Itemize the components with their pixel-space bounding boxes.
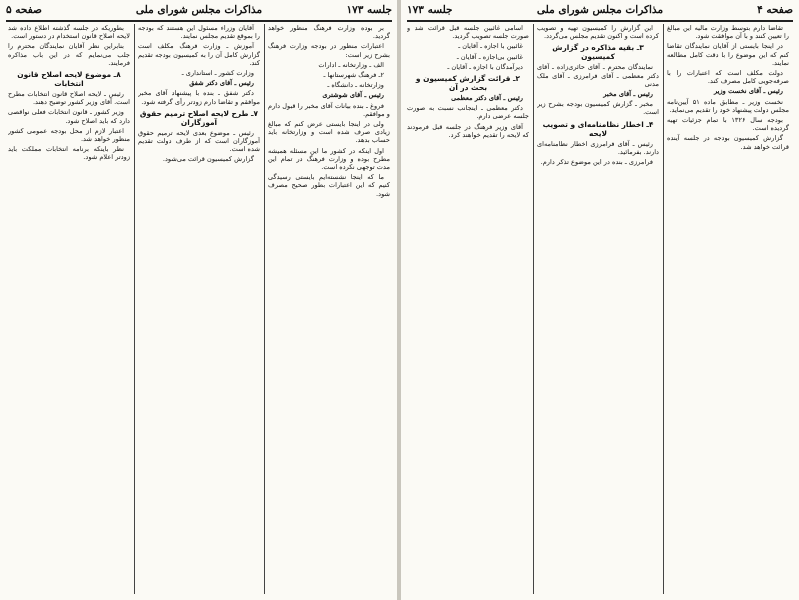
left-page-header bbox=[6, 4, 392, 20]
left-column-1 bbox=[268, 24, 390, 596]
right-page-header bbox=[407, 4, 793, 20]
left-header-session: جلسه ۱۷۳ bbox=[346, 4, 392, 16]
paragraph: فرامرزی ـ بنده در این موضوع تذکر دارم. bbox=[540, 158, 653, 167]
left-header-rule bbox=[6, 20, 392, 22]
paragraph: ۲ـ فرهنگ شهرستانها ـ bbox=[323, 71, 384, 80]
paragraph: گزارش کمیسیون قرائت می‌شود. bbox=[162, 155, 254, 164]
right-column-3 bbox=[407, 24, 529, 596]
paragraph: دکتر شفق ـ بنده با پیشنهاد آقای مخبر موافقم و تقاضا دارم زودتر رأی گرفته شود. bbox=[138, 89, 260, 106]
paragraph: دولت مکلف است که اعتبارات را با صرفه‌جویی کامل مصرف کند. bbox=[667, 69, 789, 86]
section-heading: ۳ـ بقیه مذاکره در گزارش کمیسیون bbox=[552, 43, 644, 62]
right-column-2 bbox=[537, 24, 659, 596]
paragraph: غائبین بی‌اجازه ـ آقایان ـ bbox=[456, 52, 523, 61]
left-header-title: مذاکرات مجلس شورای ملی bbox=[135, 4, 263, 16]
right-header-page-number: صفحه ۴ bbox=[757, 4, 793, 16]
speaker-line: رئیس ـ آقای نخست وزیر bbox=[714, 87, 783, 96]
paragraph: رئیس ـ لایحه اصلاح قانون انتخابات مطرح است. آقای وزیر کشور توضیح دهند. bbox=[8, 90, 130, 107]
column-divider bbox=[663, 24, 664, 594]
section-heading: ۴ـ اخطار نظامنامه‌ای و تصویب لایحه bbox=[542, 119, 654, 138]
speaker-line: رئیس ـ آقای شوشتری bbox=[322, 91, 384, 100]
paragraph: رئیس ـ موضوع بعدی لایحه ترمیم حقوق آموزگاران است که از طرف دولت تقدیم شده است. bbox=[138, 128, 260, 154]
section-heading: ۸ـ موضوع لایحه اصلاح قانون انتخابات bbox=[17, 70, 121, 89]
speaker-line: رئیس ـ آقای دکتر شفق bbox=[189, 79, 254, 88]
left-column-3 bbox=[8, 24, 130, 596]
paragraph: در اینجا بایستی از آقایان نمایندگان تقاضا کنم که این موضوع را با دقت کامل مطالعه نمایند. bbox=[667, 42, 789, 67]
paragraph: الف ـ وزارتخانه ـ ادارات bbox=[318, 60, 384, 69]
paragraph: وزارت کشور ـ استانداری ـ bbox=[181, 69, 254, 78]
paragraph: تقاضا دارم بتوسط وزارت مالیه این مبالغ را تعیین کنند و با آن موافقت شود. bbox=[667, 24, 789, 41]
column-divider bbox=[134, 24, 135, 594]
speaker-line: رئیس ـ آقای مخبر bbox=[603, 90, 653, 99]
column-divider bbox=[264, 24, 265, 594]
paragraph: اسامی غائبین جلسه قبل قرائت شد و صورت جلسه تصویب گردید. bbox=[407, 24, 529, 41]
paragraph: بودجه سال ۱۳۲۶ با تمام جزئیات تهیه گردیده است. bbox=[667, 116, 789, 133]
paragraph: نخست وزیر ـ مطابق ماده ۵۱ آیین‌نامه مجلس دولت پیشنهاد خود را تقدیم می‌نماید. bbox=[667, 97, 789, 114]
paragraph: وزارتخانه ـ دانشگاه ـ bbox=[327, 81, 384, 90]
paragraph: آموزش ـ وزارت فرهنگ مکلف است گزارش کامل آن را به کمیسیون بودجه تقدیم کند. bbox=[138, 42, 260, 67]
paragraph: ولی در اینجا بایستی عرض کنم که مبالغ زیادی صرف شده است و وزارتخانه باید حساب بدهد. bbox=[268, 120, 390, 145]
right-column-1 bbox=[667, 24, 789, 596]
paragraph: نمایندگان محترم ـ آقای حائری‌زاده ـ آقای دکتر معظمی ـ آقای فرامرزی ـ آقای ملک مدنی bbox=[537, 63, 659, 88]
paragraph: اول اینکه در کشور ما این مسئله همیشه مطرح بوده و وزارت فرهنگ در تمام این مدت توجهی نکرده است. bbox=[268, 146, 390, 172]
paragraph: بنابراین نظر آقایان نمایندگان محترم را جلب می‌نمایم که در این باب مذاکره فرمایند. bbox=[8, 42, 130, 67]
right-header-rule bbox=[407, 20, 793, 22]
paragraph: غائبین با اجازه ـ آقایان ـ bbox=[458, 42, 523, 51]
left-page bbox=[0, 0, 398, 600]
section-heading: ۷ـ طرح لایحه اصلاح ترمیم حقوق آموزگاران bbox=[139, 108, 259, 127]
paragraph: دکتر معظمی ـ اینجانب نسبت به صورت جلسه عرضی دارم. bbox=[407, 104, 529, 121]
paragraph: فروغ ـ بنده بیانات آقای مخبر را قبول دارم و موافقم. bbox=[268, 101, 390, 118]
paragraph: وزیر کشور ـ قانون انتخابات فعلی نواقصی دارد که باید اصلاح شود. bbox=[8, 108, 130, 125]
paragraph: آقایان وزراء مسئول این هستند که بودجه را بموقع تقدیم مجلس نمایند. bbox=[138, 24, 260, 41]
paragraph: آقای وزیر فرهنگ در جلسه قبل فرمودند که لایحه را تقدیم خواهند کرد. bbox=[407, 122, 529, 139]
section-heading: ۲ـ قرائت گزارش کمیسیون و بحث در آن bbox=[415, 74, 521, 93]
paragraph: دیرآمدگان با اجازه ـ آقایان ـ bbox=[447, 62, 523, 71]
paragraph: این گزارش را کمیسیون تهیه و تصویب کرده است و اکنون تقدیم مجلس می‌گردد. bbox=[537, 24, 659, 41]
column-divider bbox=[533, 24, 534, 594]
paragraph: بطوریکه در جلسه گذشته اطلاع داده شد لایحه اصلاح قانون استخدام در دستور است. bbox=[8, 24, 130, 41]
speaker-line: رئیس ـ آقای دکتر معظمی bbox=[451, 94, 523, 103]
paragraph: گزارش کمیسیون بودجه در جلسه آینده قرائت خواهد شد. bbox=[667, 134, 789, 151]
paragraph: بر بوده وزارت فرهنگ منظور خواهد گردید. bbox=[268, 24, 390, 41]
paragraph: رئیس ـ آقای فرامرزی اخطار نظامنامه‌ای دارند. بفرمائید. bbox=[537, 139, 659, 156]
left-column-2 bbox=[138, 24, 260, 596]
paragraph: ما که اینجا نشسته‌ایم بایستی رسیدگی کنیم که این اعتبارات بطور صحیح مصرف شود. bbox=[268, 173, 390, 198]
paragraph: اعتبارات منظور در بودجه وزارت فرهنگ بشرح زیر است: bbox=[268, 42, 390, 59]
paragraph: مخبر ـ گزارش کمیسیون بودجه بشرح زیر است. bbox=[537, 100, 659, 117]
paragraph: اعتبار لازم از محل بودجه عمومی کشور منظور خواهد شد. bbox=[8, 126, 130, 144]
right-header-title: مذاکرات مجلس شورای ملی bbox=[536, 4, 664, 16]
right-header-session: جلسه ۱۷۳ bbox=[407, 4, 453, 16]
left-header-page-number: صفحه ۵ bbox=[6, 4, 42, 16]
paragraph: نظر باینکه برنامه انتخابات مملکت باید زودتر اعلام شود. bbox=[8, 145, 130, 162]
right-page bbox=[401, 0, 799, 600]
